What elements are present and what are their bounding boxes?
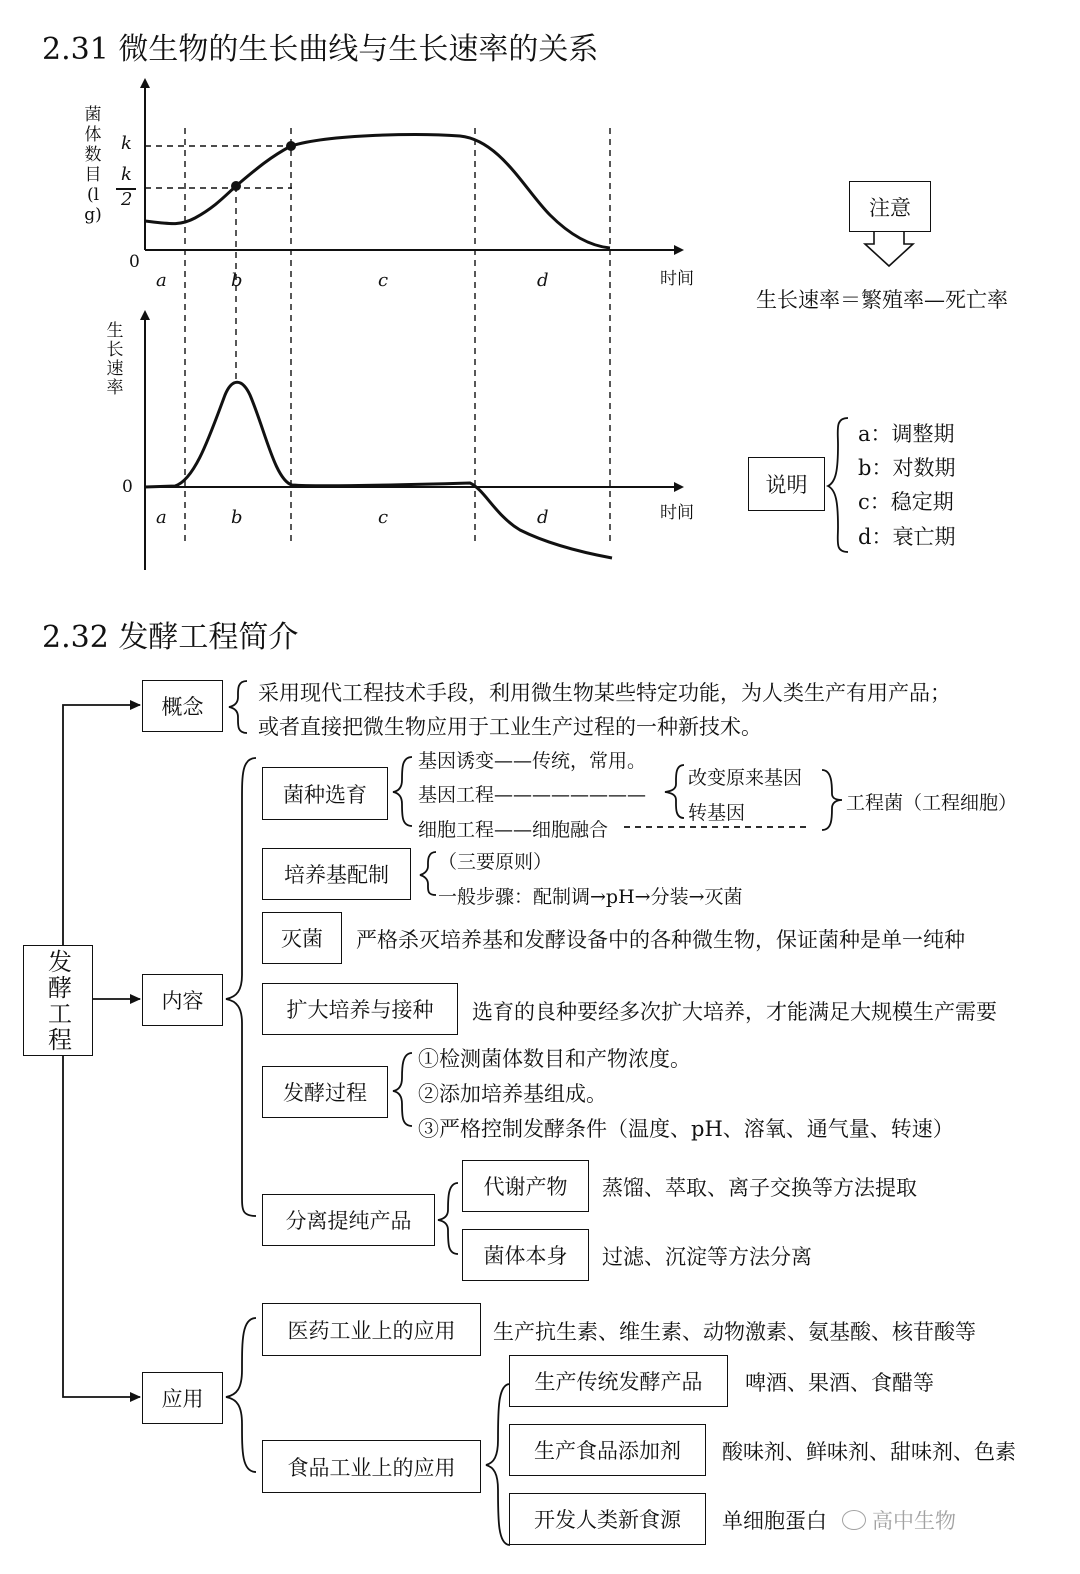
content-brace — [226, 758, 256, 1216]
bottom-phase-b: b — [231, 507, 243, 528]
additive-desc: 酸味剂、鲜味剂、甜味剂、色素 — [722, 1440, 1016, 1464]
transgene-text: 转基因 — [688, 802, 746, 824]
sterilize-desc: 严格杀灭培养基和发酵设备中的各种微生物，保证菌种是单一纯种 — [356, 928, 965, 952]
top-phase-c: c — [378, 270, 389, 291]
concept-box: 概念 — [142, 680, 223, 732]
legend-item-c: c：稳定期 — [858, 490, 954, 514]
new-food-box: 开发人类新食源 — [509, 1493, 706, 1545]
ferment-item-1: ①检测菌体数目和产物浓度。 — [418, 1047, 691, 1071]
bottom-phase-d: d — [537, 507, 549, 528]
genetic-eng-text: 基因工程———————— — [418, 784, 647, 806]
k-label: k — [121, 133, 132, 154]
watermark — [842, 1505, 956, 1535]
legend-box: 说明 — [748, 457, 825, 511]
application-box: 应用 — [142, 1372, 223, 1424]
bottom-y-label: 生长速率 — [106, 321, 124, 398]
chat-bubble-icon — [842, 1510, 866, 1530]
watermark-text: 高中生物 — [872, 1509, 956, 1533]
traditional-desc: 啤酒、果酒、食醋等 — [745, 1371, 934, 1395]
traditional-box: 生产传统发酵产品 — [509, 1355, 728, 1407]
expand-desc: 选育的良种要经多次扩大培养，才能满足大规模生产需要 — [472, 1000, 997, 1024]
top-phase-b: b — [231, 270, 243, 291]
application-brace — [226, 1318, 256, 1472]
top-x-label: 时间 — [660, 269, 694, 289]
section1-title: 2.31 微生物的生长曲线与生长速率的关系 — [42, 32, 599, 67]
metabolite-desc: 蒸馏、萃取、离子交换等方法提取 — [602, 1176, 917, 1200]
bottom-phase-a: a — [156, 507, 167, 528]
medical-box: 医药工业上的应用 — [262, 1303, 481, 1356]
root-to-concept-connector — [63, 705, 140, 945]
formula: 生长速率＝繁殖率—死亡率 — [756, 288, 1008, 312]
strain-brace — [393, 757, 412, 826]
medium-principle: （三要原则） — [438, 851, 553, 873]
medium-box: 培养基配制 — [262, 848, 411, 900]
legend-item-d: d：衰亡期 — [858, 525, 956, 549]
cell-eng-text: 细胞工程——细胞融合 — [418, 819, 609, 841]
food-brace — [486, 1384, 510, 1545]
bottom-phase-c: c — [378, 507, 389, 528]
section2-title: 2.32 发酵工程简介 — [42, 620, 299, 655]
top-phase-d: d — [537, 270, 549, 291]
bottom-origin: 0 — [122, 477, 133, 497]
ferment-brace — [393, 1053, 412, 1126]
cells-box: 菌体本身 — [462, 1229, 589, 1281]
k-half-numerator: k — [121, 164, 132, 185]
sterilize-box: 灭菌 — [262, 912, 342, 964]
engineered-text: 工程菌（工程细胞） — [846, 792, 1018, 814]
medium-brace — [420, 852, 436, 895]
change-gene-text: 改变原来基因 — [688, 767, 803, 789]
expand-box: 扩大培养与接种 — [262, 983, 458, 1035]
engineered-brace — [822, 770, 842, 830]
ferment-box: 发酵过程 — [262, 1066, 388, 1118]
root-box — [23, 945, 93, 1056]
medium-steps: 一般步骤：配制调→pH→分装→灭菌 — [438, 886, 743, 908]
food-box: 食品工业上的应用 — [262, 1440, 481, 1493]
strain-box: 菌种选育 — [262, 767, 388, 820]
top-phase-a: a — [156, 270, 167, 291]
legend-item-b: b：对数期 — [858, 456, 956, 480]
concept-line-2: 或者直接把微生物应用于工业生产过程的一种新技术。 — [258, 715, 762, 739]
bottom-x-label: 时间 — [660, 503, 694, 523]
separate-box: 分离提纯产品 — [262, 1194, 435, 1246]
ferment-item-3: ③严格控制发酵条件（温度、pH、溶氧、通气量、转速） — [418, 1117, 954, 1141]
legend-item-a: a：调整期 — [858, 422, 955, 446]
top-y-label: 菌体数目(lg) — [84, 105, 102, 225]
mutation-text: 基因诱变——传统，常用。 — [418, 750, 647, 772]
concept-brace — [229, 681, 247, 733]
note-box: 注意 — [849, 181, 931, 232]
ferment-item-2: ②添加培养基组成。 — [418, 1082, 607, 1106]
top-origin: 0 — [129, 252, 140, 272]
concept-line-1: 采用现代工程技术手段，利用微生物某些特定功能，为人类生产有用产品； — [258, 681, 951, 705]
k-half-denominator: 2 — [121, 189, 133, 210]
separate-brace — [438, 1183, 458, 1254]
cells-desc: 过滤、沉淀等方法分离 — [602, 1245, 812, 1269]
genetic-brace — [665, 765, 684, 818]
new-food-desc: 单细胞蛋白 — [722, 1509, 827, 1533]
additive-box: 生产食品添加剂 — [509, 1424, 706, 1476]
metabolite-box: 代谢产物 — [462, 1160, 589, 1212]
root-label: 发酵工程 — [43, 948, 72, 1053]
content-box: 内容 — [142, 974, 223, 1026]
root-to-application-connector — [63, 1056, 140, 1397]
medical-desc: 生产抗生素、维生素、动物激素、氨基酸、核苷酸等 — [493, 1320, 976, 1344]
